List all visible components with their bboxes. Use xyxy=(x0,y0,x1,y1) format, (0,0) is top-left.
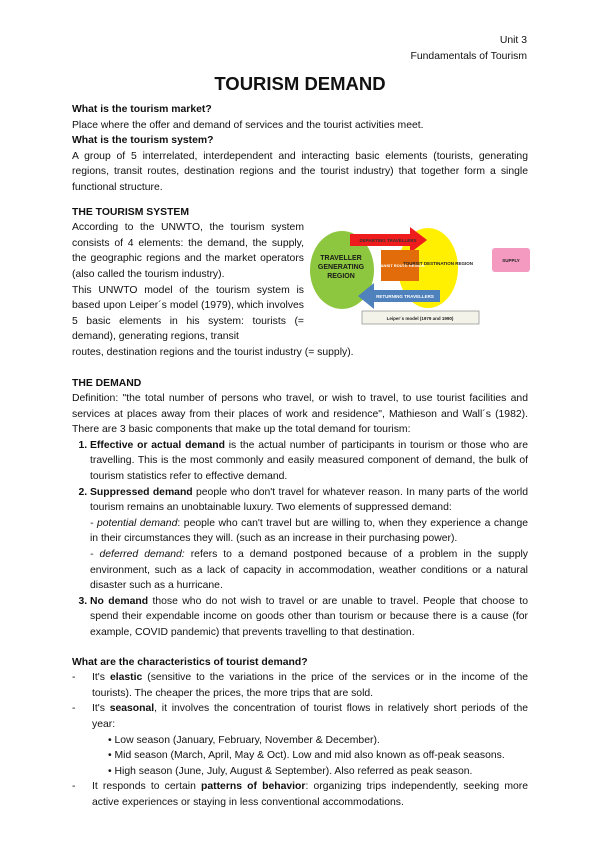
supply-label: SUPPLY xyxy=(502,258,520,263)
tourism-system-p1: According to the UNWTO, the tourism system consists of 4 elements: the demand, the supply, the geographic regions and the market operators (also called the tourism industry). xyxy=(72,222,304,280)
list-item: - It's seasonal, it involves the concentration of tourist flows in relatively short periods of the year: xyxy=(72,703,528,730)
leiper-model-diagram xyxy=(310,222,532,333)
document-body xyxy=(72,72,528,811)
destination-label: TOURIST DESTINATION REGION xyxy=(402,261,474,266)
header-course: Fundamentals of Tourism xyxy=(410,51,527,62)
list-item: - It responds to certain patterns of behavior: organizing trips independently, seeking more active experiences or staying in less conventional accommodations. xyxy=(72,781,528,808)
system-question: What is the tourism system? xyxy=(72,135,214,147)
departing-label: DEPARTING TRAVELLERS xyxy=(359,238,417,243)
characteristics-heading: What are the characteristics of tourist demand? xyxy=(72,656,308,668)
list-item: 3. No demand those who do not wish to travel or are unable to travel. People that choose to spend their expendable income on goods other than tourism or because there is a cause (for example, COVID pandemic) that prevents travelling to that destination. xyxy=(90,594,528,641)
tourism-system-p2: This UNWTO model of the tourism system is based upon Leiper´s model (1979), which involves 5 basic elements in his system: tourists (= demand), generating regions, transit xyxy=(72,284,304,343)
demand-components-list xyxy=(72,438,528,641)
season-item: • Low season (January, February, November & December). xyxy=(108,734,380,746)
list-item: - It's elastic (sensitive to the variations in the price of the services or in the income of the tourists). The cheaper the prices, the more trips that are sold. xyxy=(72,672,528,699)
tourism-system-heading: THE TOURISM SYSTEM xyxy=(72,206,190,218)
list-item: 2. Suppressed demand people who don't travel for whatever reason. In many parts of the world tourism remains an unobtainable luxury. Two elements of suppressed demand: - potential demand: people who can't travel but are willing to, when they experience a change in their circumstances they will. (such as an increase in their purchasing power). - deferred demand: refers to a demand postponed because of a problem in the supply environment, such as a lack of capacity in accommodation, weather conditions or a natural disaster such as a hurricane. xyxy=(90,485,528,594)
demand-heading: THE DEMAND xyxy=(72,377,142,389)
transit-label: TRANSIT ROUTE REGION xyxy=(375,263,425,268)
list-item: 1. Effective or actual demand is the actual number of participants in tourism or those who are travelling. This is the most commonly and easily measured component of demand, the bulk of tourism statistics refer to effective demand. xyxy=(90,438,528,485)
system-answer: A group of 5 interrelated, interdependent and interacting basic elements (tourists, generating regions, transit routes, destination regions and the tourist industry) that together form a single functional structure. xyxy=(72,150,528,193)
market-question: What is the tourism market? xyxy=(72,104,212,115)
diagram-caption: Leiper´s model (1979 and 1990) xyxy=(386,316,454,321)
tourism-system-p2-cont: routes, destination regions and the tourist industry (= supply). xyxy=(72,346,354,358)
demand-definition: Definition: "the total number of persons who travel, or wish to travel, to use tourist facilities and services at places away from their places of work and residence", Mathieson and Wall´s (1982). There are 3 basic components that make up the total demand for tourism: xyxy=(72,393,528,436)
generating-label: TRAVELLER GENERATING REGION xyxy=(317,255,365,280)
returning-label: RETURNING TRAVELLERS xyxy=(376,294,434,299)
season-item: • High season (June, July, August & September). Also referred as peak season. xyxy=(108,765,473,777)
market-answer: Place where the offer and demand of services and the tourist activities meet. xyxy=(72,119,424,131)
page-title: TOURISM DEMAND xyxy=(214,73,386,94)
header-unit: Unit 3 xyxy=(499,35,527,46)
season-item: • Mid season (March, April, May & Oct). Low and mid also known as off-peak seasons. xyxy=(108,750,505,762)
